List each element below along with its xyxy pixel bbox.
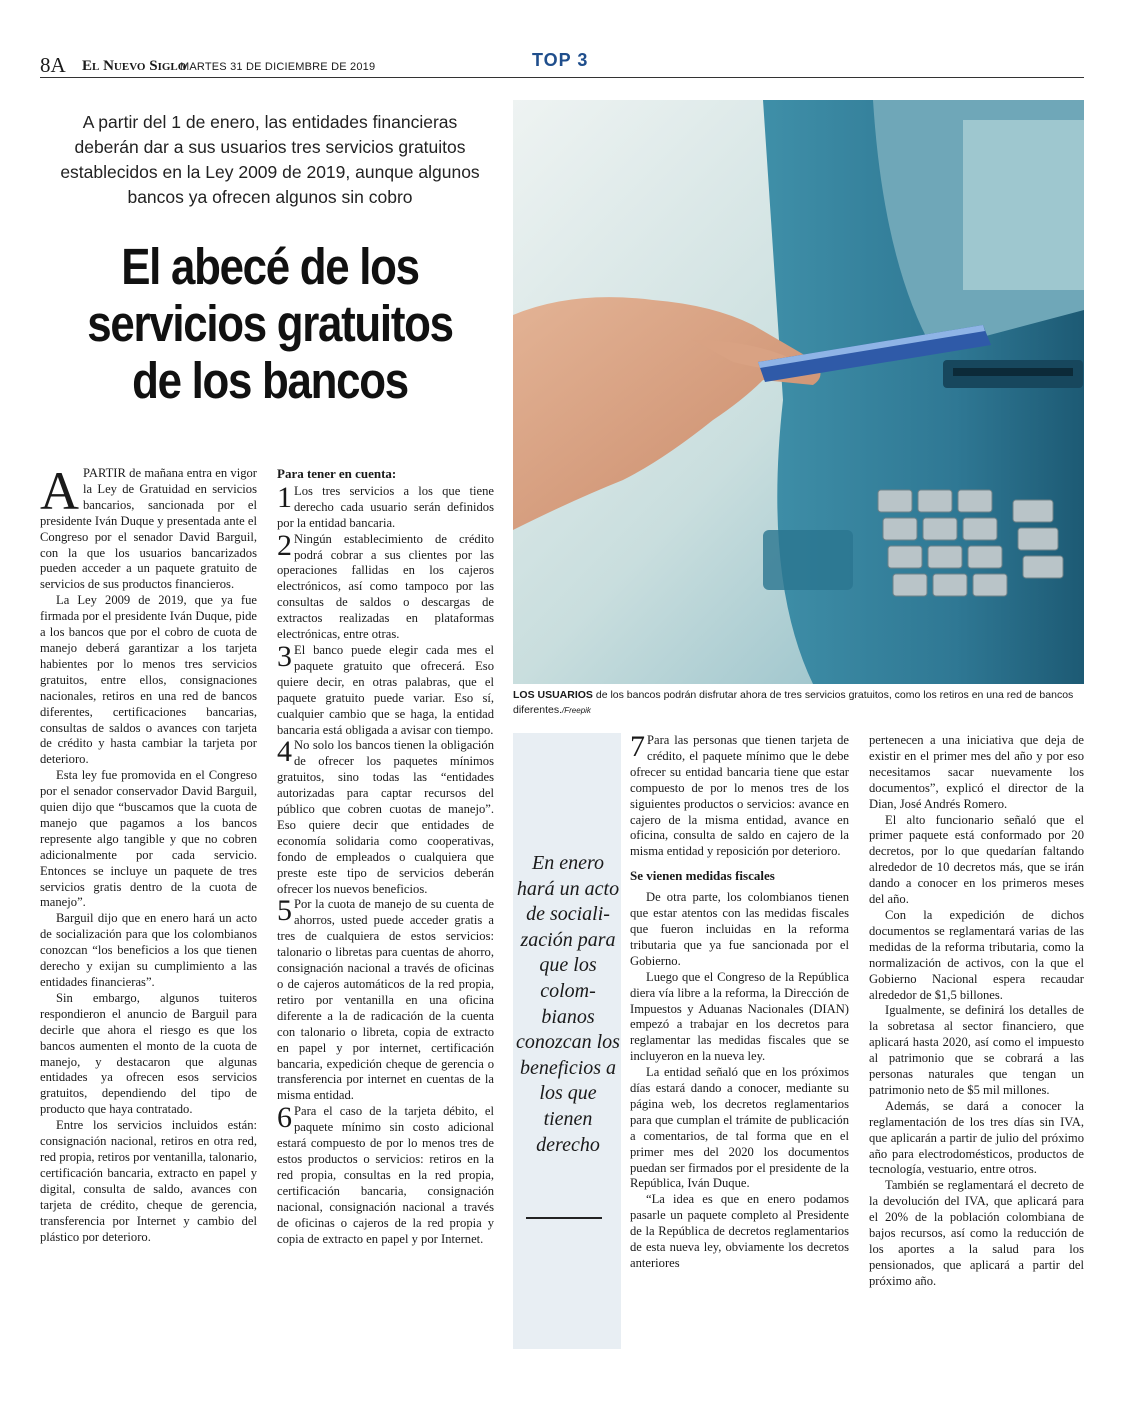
pull-quote-rule [526, 1217, 602, 1219]
body-paragraph: Esta ley fue promovida en el Congreso por el senador conservador David Barguil, quien dijo que “buscamos que la cuota de manejo que pagamos a los bancos represente algo tangible y que no cobren adicionalmente por cada servicio. Entonces se incluye un paquete de tres servicios gratis dentro de la cuota de manejo”. [40, 768, 257, 910]
numbered-item [277, 484, 494, 532]
item-number: 4 [277, 738, 292, 769]
caption-lead: LOS USUARIOS [513, 689, 593, 701]
numbered-item [277, 1104, 494, 1247]
body-paragraph: La entidad señaló que en los próximos días estará dando a conocer, mediante su página web, los decretos reglamentarios para que cumplan el trámite de publicación a comentarios, de tal forma que en el primer mes del 2020 los documentos puedan ser firmados por el presidente de la República, Iván Duque. [630, 1065, 849, 1191]
article-deck: A partir del 1 de enero, las entidades financieras deberán dar a sus usuarios tres servicios gratuitos establecidos en la Ley 2009 de 2019, aunque algunos bancos ya ofrecen algunos sin cobro [60, 112, 480, 207]
body-paragraph: El alto funcionario señaló que el primer paquete está conformado por 20 decretos, por lo que quedarían faltando alrededor de 10 decretos más, que se irán dando a conocer en los primeros meses del año. [869, 812, 1084, 907]
item-number: 2 [277, 531, 292, 562]
body-paragraph: pertenecen a una iniciativa que deja de existir en el primer mes del año y por eso necesitamos sacar nuevamente los documentos”, explicó el director de la Dian, José Andrés Romero. [869, 733, 1084, 811]
item-number: 3 [277, 642, 292, 673]
body-column-5 [869, 733, 1084, 1290]
item-number: 6 [277, 1104, 292, 1135]
photo-credit: /Freepik [562, 706, 591, 715]
body-paragraph: Sin embargo, algunos tuiteros respondieron el anuncio de Barguil para decirle que ahora el riesgo es que los bancos aumenten el monto de la cuota de manejo, y destacaron que algunas entidades ya ofrecen esos servicios gratuitos, dependiendo del tipo de producto que haya contratado. [40, 990, 257, 1117]
item-text: Por la cuota de manejo de su cuenta de ahorros, usted puede acceder gratis a tres de cualquiera de estos servicios: talonario o libretas para cuentas de ahorro, consignación nacional a través de oficinas o de cajeros automáticos de la red propia, retiro por ventanilla en una oficina diferente a la de radicación de la cuenta con talonario o libreta, copia de extracto en papel y por internet, certificación bancaria, expedición cheque de gerencia o transferencia por internet en cuentas de la misma entidad. [277, 897, 494, 1103]
drop-cap: A [40, 461, 79, 521]
body-column-1 [40, 461, 257, 1245]
item-number: 1 [277, 483, 292, 514]
item-text: Para el caso de la tarjeta débito, el paquete mínimo sin costo adicional estará compuesto de por lo menos tres de estos productos o servicios: retiros en la red propia, consultas en la red propia, certificación bancaria, consignación nacional, consignación nacional a través de oficinas o cajeros de la red propia y copia de extracto en papel y por Internet. [277, 1104, 494, 1246]
headline-line: El abecé de los [121, 238, 419, 295]
body-paragraph: También se reglamentará el decreto de la devolución del IVA, que aplicará para el 20% de la población colombiana de bajos recursos, así como la reducción de los aportes a la salud para los pensionados, que aplicará a partir del próximo año. [869, 1178, 1084, 1288]
pull-quote-box [513, 733, 621, 1349]
body-paragraph [40, 461, 257, 593]
body-paragraph: De otra parte, los colombianos tienen que estar atentos con las medidas fiscales que fueron incluidas en la reforma tributaria que ya fue sancionada por el Gobierno. [630, 890, 849, 968]
caption-text: de los bancos podrán disfrutar ahora de tres servicios gratuitos, como los retiros en una red de bancos diferentes. [513, 689, 1074, 716]
body-paragraph: Luego que el Congreso de la República diera vía libre a la reforma, la Dirección de Impuestos y Aduanas Nacionales (DIAN) empezó a trabajar en los decretos para reglamentar las medidas fiscales que se incluyeron en la nueva ley. [630, 969, 849, 1064]
body-paragraph: Con la expedición de dichos documentos se reglamentará varias de las medidas de la reforma tributaria, como la normalización de activos, con la que el Gobierno Nacional espera recaudar alrededor de $1,5 billones. [869, 907, 1084, 1002]
headline-line: servicios gratuitos [87, 295, 453, 352]
body-column-2 [277, 466, 494, 1247]
body-paragraph: Barguil dijo que en enero hará un acto de socialización para que los colombianos conozcan “los beneficios a los que tienen derecho y exijan su cumplimiento a las entidades financieras”. [40, 911, 257, 989]
body-paragraph: Igualmente, se definirá los detalles de la sobretasa al sector financiero, que aplicará hasta 2020, así como el impuesto al patrimonio que se cobrará a las personas naturales que tengan un patrimonio neto de $5 mil millones. [869, 1003, 1084, 1097]
numbered-item [277, 532, 494, 643]
paragraph-text: PARTIR de mañana entra en vigor la Ley de Gratuidad en servicios bancarios, sancionada por el presidente Iván Duque y presentada ante el Congreso por el senador David Barguil, con la que los usuarios bancarizados pueden acceder a un paquete gratuito de servicios de sus productos financieros. [40, 466, 257, 592]
numbered-item [277, 897, 494, 1104]
numbered-item [277, 738, 494, 897]
item-text: Los tres servicios a los que tiene derecho cada usuario serán definidos por la entidad bancaria. [277, 483, 494, 530]
item-number: 5 [277, 897, 292, 928]
body-paragraph: La Ley 2009 de 2019, que ya fue firmada por el presidente Iván Duque, pide a los bancos que por el cobro de cuota de manejo deberá garantizar a los tarjeta habientes por lo menos tres servicios gratuitos, entre ellos, consignaciones nacionales, retiros en una red de bancos diferentes, certificaciones bancarias, consultas de saldos o avances con tarjeta de crédito y hasta cambiar la tarjeta por deterioro. [40, 593, 257, 767]
numbered-item [630, 733, 849, 860]
header-rule [40, 77, 1084, 78]
item-number: 7 [630, 733, 645, 763]
body-paragraph: Además, se dará a conocer la reglamentación de los tres días sin IVA, que aplicarán a partir de julio del próximo año para electrodomésticos, productos de tecnología, vestuario, entre otros. [869, 1098, 1084, 1177]
subhead: Se vienen medidas fiscales [630, 868, 775, 884]
item-text: Ningún establecimiento de crédito podrá cobrar a sus clientes por las operaciones fallidas en los cajeros electrónicos, así como tampoco por las consultas de saldos o descargas de extractos realizadas en plataformas electrónicas, entre otras. [277, 531, 494, 642]
box-title: Para tener en cuenta: [277, 466, 397, 481]
photo-caption [513, 688, 1084, 718]
headline-line: de los bancos [132, 352, 408, 409]
item-text: No solo los bancos tienen la obligación de ofrecer los paquetes mínimos gratuitos, sino todas las “entidades autorizadas para captar recursos del público que cobren cuotas de manejo”. Eso quiere decir que entidades de economía solidaria como cooperativas, fondo de empleados o cualquiera que preste este tipo de servicios deberán ofrecer los nuevos beneficios. [277, 738, 494, 896]
body-paragraph: Entre los servicios incluidos están: consignación nacional, retiros en otra red, red propia, retiros por ventanilla, talonario, certificación bancaria, extracto en papel y digital, consulta de saldo, avances con tarjeta de crédito, cheque de gerencia, transferencia por Internet y cambio del plástico por deterioro. [40, 1118, 257, 1244]
page-number: 8A [40, 53, 66, 77]
headline [72, 238, 468, 409]
pull-quote: En enero hará un acto de sociali-zación para que los colom-bianos conozcan los beneficios a los que tienen derecho [516, 852, 620, 1156]
item-text: Para las personas que tienen tarjeta de crédito, el paquete mínimo que le debe ofrecer su entidad bancaria tiene que estar compuesto de por lo menos tres de los siguientes productos o servicios: avance en cajero de la misma entidad, avance en oficina, consulta de saldo en cajero de la misma entidad y reposición por deterioro. [630, 733, 849, 859]
numbered-item [277, 643, 494, 738]
item-text: El banco puede elegir cada mes el paquete gratuito que ofrecerá. Eso quiere decir, en otras palabras, que el paquete gratuito puede variar. Eso sí, cualquier cambio que se haga, la entidad bancaria está obligada a avisar con tiempo. [277, 642, 494, 737]
newspaper-name: El Nuevo Siglo [82, 58, 187, 74]
atm-illustration [513, 100, 1084, 684]
section-label: TOP 3 [532, 50, 589, 70]
body-paragraph: “La idea es que en enero podamos pasarle un paquete completo al Presidente de la República de decretos reglamentarios de esta nueva ley, obviamente los decretos anteriores [630, 1192, 849, 1270]
atm-photo [513, 100, 1084, 684]
body-column-4 [630, 733, 849, 1272]
issue-date: MARTES 31 DE DICIEMBRE DE 2019 [180, 61, 376, 73]
